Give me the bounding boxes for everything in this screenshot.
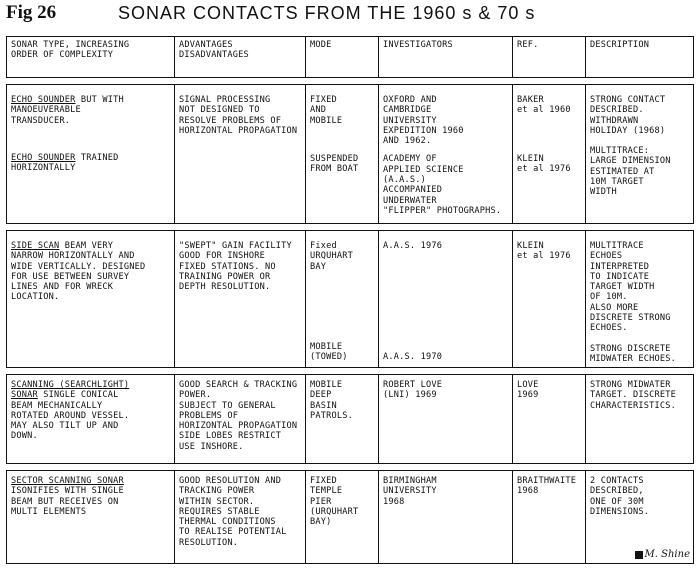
cell-line: BAY) [310,517,332,528]
signature-mark-icon [635,551,643,559]
cell-line: DESCRIBED, [590,486,644,497]
mode-cell [306,231,379,367]
cell-line: GOOD SEARCH & TRACKING [179,380,298,390]
cell-line: RESOLVE PROBLEMS OF [179,115,282,126]
cell-line: APPLIED SCIENCE [383,164,464,175]
table-row [6,230,694,368]
cell-line: (LNI) 1969 [383,390,437,401]
cell-line: TARGET WIDTH [590,282,655,293]
cell-line: MODE [310,40,332,50]
cell-line: UNIVERSITY [383,486,437,497]
cell-line: HORIZONTAL PROPAGATION [179,421,298,432]
cell-line: et al 1960 [517,105,571,116]
cell-line: ROTATED AROUND VESSEL. [11,410,130,421]
cell-line: ONE OF 30M [590,496,644,507]
cell-line: KLEIN [517,153,544,164]
cell-line: ESTIMATED AT [590,166,655,177]
cell-line: MOBILE [310,341,343,352]
cell-line: WIDE VERTICALLY. DESIGNED [11,261,146,272]
cell-line: STRONG MIDWATER [590,380,671,390]
cell-line: EXPEDITION 1960 [383,125,464,136]
cell-line: POWER. [179,390,212,401]
cell-line: PATROLS. [310,410,353,421]
cell-line: 1969 [517,390,539,401]
ref-cell [513,85,586,223]
cell-line: LINES AND FOR WRECK [11,282,114,293]
mode-cell [306,471,379,563]
cell-line: HORIZONTAL PROPAGATION [179,125,298,136]
cell-line: DIMENSIONS. [590,506,650,517]
cell-line: INVESTIGATORS [383,40,453,50]
cell-line: GOOD RESOLUTION AND [179,476,282,486]
cell-line: BRAITHWAITE [517,476,577,486]
advantages-cell [175,231,306,367]
cell-line: DISCRETE STRONG [590,313,671,324]
cell-line: RESOLUTION. [179,537,239,548]
cell-line: NOT DESIGNED TO [179,105,260,116]
cell-line: FOR USE BETWEEN SURVEY [11,271,130,282]
cell-line: ACCOMPANIED [383,185,443,196]
header-mode [306,37,379,77]
cell-line: "SWEPT" GAIN FACILITY [179,241,292,251]
investigators-cell [379,85,513,223]
cell-line: TRANSDUCER. [11,115,71,126]
ref-cell [513,231,586,367]
cell-line: DESCRIPTION [590,40,650,50]
cell-line: BEAM BUT RECEIVES ON [11,496,119,507]
cell-line: MOBILE [310,380,343,390]
cell-line: SUSPENDED [310,153,359,164]
cell-line: MANOEUVERABLE [11,105,81,116]
sonar-type-cell: SIDE SCAN BEAM VERY NARROW HORIZONTALLY AND WIDE VERTICALLY. DESIGNED FOR USE BETWEEN SURVEY LINES AND FOR WRECK LOCATION. [7,231,175,367]
sonar-type-name: SIDE SCAN [11,241,60,251]
cell-line: ADVANTAGES [179,40,233,50]
cell-line: FIXED [310,476,337,486]
cell-line: UNDERWATER [383,195,437,206]
cell-line: HORIZONTALLY [11,163,76,174]
cell-line: REF. [517,40,539,50]
cell-line: GOOD FOR INSHORE [179,251,265,262]
cell-line: TO REALISE POTENTIAL [179,527,287,538]
description-cell [586,231,693,367]
cell-line: DOWN. [11,431,38,442]
sonar-type-name: ECHO SOUNDER [11,95,76,105]
cell-line: et al 1976 [517,251,571,262]
figure-label: Fig 26 [6,2,57,23]
cell-line: ACADEMY OF [383,154,437,165]
cell-line: TRAINING POWER OR [179,271,271,282]
cell-line: TARGET. DISCRETE [590,390,676,401]
cell-line: BAY [310,261,327,272]
cell-line: UNIVERSITY [383,115,437,126]
sonar-type-cell [7,471,175,563]
cell-line: (URQUHART [310,506,359,517]
cell-line: (TOWED) [310,352,348,363]
cell-line: DESCRIBED. [590,105,644,116]
cell-line: FROM BOAT [310,164,359,175]
advantages-cell [175,375,306,463]
cell-line: BEAM MECHANICALLY [11,400,103,411]
description-cell [586,85,693,223]
cell-line: WIDTH [590,187,617,198]
cell-line: MULTI ELEMENTS [11,506,87,517]
cell-line: FIXED STATIONS. NO [179,261,276,272]
cell-line: MIDWATER ECHOES. [590,353,676,364]
advantages-cell [175,85,306,223]
advantages-cell [175,471,306,563]
cell-line: KLEIN [517,241,544,251]
cell-line: ALSO MORE [590,302,639,313]
cell-line: MULTITRACE [590,241,644,251]
cell-line: BAKER [517,95,544,105]
cell-line: TRACKING POWER [179,486,255,497]
header-description [586,37,693,77]
cell-line: BIRMINGHAM [383,476,437,486]
description-cell [586,375,693,463]
cell-line: WITHDRAWN [590,115,639,126]
cell-line: AND [310,105,327,116]
cell-line: FIXED [310,95,337,105]
cell-line: MULTITRACE: [590,146,650,157]
cell-line: ORDER OF COMPLEXITY [11,50,114,61]
cell-line: LOVE [517,380,539,390]
header-ref [513,37,586,77]
cell-line: DEPTH RESOLUTION. [179,282,271,293]
mode-cell [306,85,379,223]
cell-line: PROBLEMS OF [179,410,239,421]
mode-cell [306,375,379,463]
cell-line: OXFORD AND [383,95,437,105]
cell-line: 1968 [517,486,539,497]
header-investigators [379,37,513,77]
header-sonar-type [7,37,175,77]
cell-line: SIGNAL PROCESSING [179,95,271,105]
cell-line: INTERPRETED [590,261,650,272]
sonar-type-cell: ECHO SOUNDER BUT WITH MANOEUVERABLE TRANSDUCER. ECHO SOUNDER TRAINED HORIZONTALLY [7,85,175,223]
cell-line: MAY ALSO TILT UP AND [11,421,119,432]
cell-line: STRONG DISCRETE [590,343,671,354]
cell-line: TEMPLE [310,486,343,497]
cell-line: BASIN [310,400,337,411]
table-row [6,84,694,224]
cell-line: SUBJECT TO GENERAL [179,400,276,411]
table-header [6,36,694,78]
cell-line: WITHIN SECTOR. [179,496,255,507]
cell-line: CAMBRIDGE [383,105,432,116]
cell-line: Fixed [310,241,337,251]
cell-line: AND 1962. [383,136,432,147]
table-row [6,374,694,464]
cell-line: SIDE LOBES RESTRICT [179,431,282,442]
sonar-type-name: SCANNING (SEARCHLIGHT) [11,380,130,390]
cell-line: USE INSHORE. [179,441,244,452]
cell-line: OF 10M. [590,292,628,303]
signature: M. Shine [635,549,690,560]
sonar-type-cell: SCANNING (SEARCHLIGHT) SONAR SINGLE CONICAL BEAM MECHANICALLY ROTATED AROUND VESSEL. MAY ALSO TILT UP AND DOWN. [7,375,175,463]
ref-cell [513,375,586,463]
sonar-type-name: SECTOR SCANNING SONAR [11,476,124,486]
cell-line: CHARACTERISTICS. [590,400,676,411]
sonar-type-name: ECHO SOUNDER [11,152,76,163]
cell-line: A.A.S. 1976 [383,241,443,251]
cell-line: et al 1976 [517,163,571,174]
cell-line: DEEP [310,390,332,401]
cell-line: 1968 [383,496,405,507]
cell-line: URQUHART [310,251,353,262]
cell-line: HOLIDAY (1968) [590,125,666,136]
cell-line: TO INDICATE [590,271,650,282]
cell-line: DISADVANTAGES [179,50,249,61]
cell-line: ECHOES [590,251,623,262]
cell-line: ECHOES. [590,323,628,334]
ref-cell [513,471,586,563]
cell-line: "FLIPPER" PHOTOGRAPHS. [383,205,502,216]
investigators-cell [379,471,513,563]
cell-line: THERMAL CONDITIONS [179,517,276,528]
header-advantages [175,37,306,77]
cell-line: STRONG CONTACT [590,95,666,105]
cell-line: NARROW HORIZONTALLY AND [11,251,135,262]
page-title: SONAR CONTACTS FROM THE 1960 s & 70 s [118,3,536,23]
cell-line: (A.A.S.) [383,175,426,186]
cell-line: PIER [310,496,332,507]
sonar-table [6,36,694,570]
cell-line: 10M TARGET [590,177,644,188]
cell-line: REQUIRES STABLE [179,506,260,517]
cell-line: LOCATION. [11,292,60,303]
cell-line: 2 CONTACTS [590,476,644,486]
table-row [6,470,694,564]
investigators-cell [379,375,513,463]
cell-line: MOBILE [310,115,343,126]
cell-line: A.A.S. 1970 [383,352,443,363]
investigators-cell [379,231,513,367]
cell-line: LARGE DIMENSION [590,156,671,167]
cell-line: ROBERT LOVE [383,380,443,390]
cell-line: ISONIFIES WITH SINGLE [11,486,124,497]
cell-line: SONAR TYPE, INCREASING [11,40,130,50]
